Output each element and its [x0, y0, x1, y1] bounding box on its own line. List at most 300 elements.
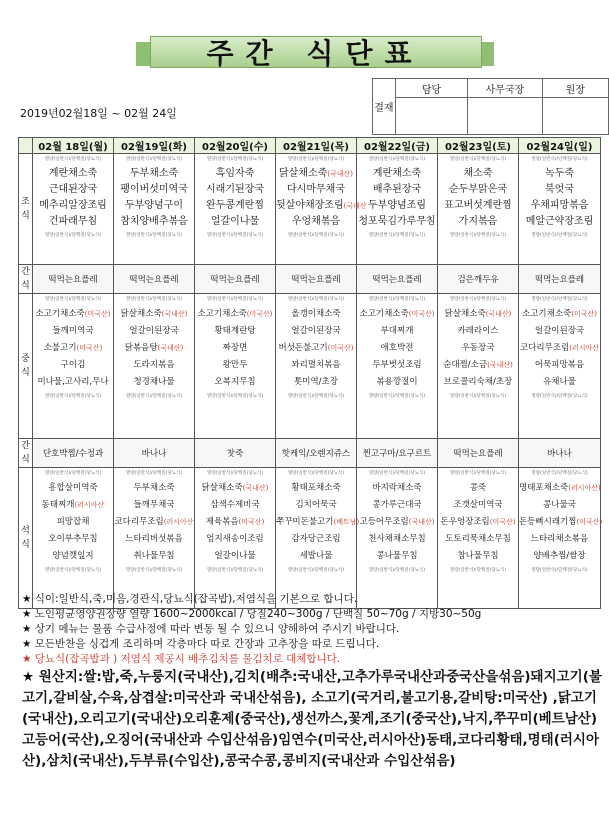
menu-item	[33, 357, 113, 374]
menu-item-name: 다시마무채국	[287, 184, 345, 195]
menu-item-name: 올갱이채소죽	[291, 309, 341, 319]
menu-item	[276, 548, 356, 565]
lunch-cell	[33, 294, 114, 439]
menu-item-name: 콩나물무침	[376, 551, 418, 561]
menu-item-name: 계란채소죽	[372, 168, 422, 179]
menu-item-name: 닭살채소죽	[444, 309, 486, 319]
menu-item	[357, 548, 437, 565]
menu-item	[114, 198, 194, 214]
menu-item-name: 메알근약장조림	[525, 216, 594, 227]
menu-item-name: 청경채나물	[133, 377, 175, 387]
lunch-cell	[519, 294, 601, 439]
weekly-menu-table	[18, 137, 601, 609]
menu-item-name: 메추리알장조림	[39, 200, 107, 211]
menu-item-name: 근대된장국	[48, 184, 98, 195]
nutrition-note: 열량(일반식)/단백질(당뇨식)	[368, 297, 426, 302]
breakfast-cell	[519, 154, 601, 265]
menu-item-name: 꽈리멸치볶음	[291, 360, 341, 370]
menu-item-name: 느타리채소볶음	[530, 534, 589, 544]
section-lunch: 중식	[19, 294, 33, 439]
menu-item	[519, 548, 600, 565]
origin-label: (국내산)	[161, 310, 188, 318]
menu-item	[33, 166, 113, 182]
snack-cell: 떡먹는요플레	[519, 265, 601, 294]
menu-item	[438, 214, 518, 230]
menu-item	[357, 306, 437, 323]
menu-item-name: 오이부추무침	[48, 534, 98, 544]
nutrition-note: 열량(일반식)/단백질(당뇨식)	[206, 394, 264, 399]
day-header: 02월 18일(월)	[33, 138, 114, 154]
nutrition-note: 열량(일반식)/단백질(당뇨식)	[287, 471, 345, 476]
snack-cell: 단호박찜/수정과	[33, 439, 114, 468]
menu-item-name: 닭살채소죽	[278, 168, 328, 179]
menu-item	[33, 323, 113, 340]
nutrition-note: 열량(일반식)/단백질(당뇨식)	[44, 157, 102, 162]
breakfast-cell	[114, 154, 195, 265]
menu-item-name: 시래기된장국	[206, 184, 264, 195]
menu-item-name: 쭈꾸미돈불고기	[276, 517, 334, 527]
nutrition-note: 열량(일반식)/단백질(당뇨식)	[287, 568, 345, 573]
menu-item-name: 계란채소죽	[48, 168, 98, 179]
menu-item-name: 두부벗섯조림	[372, 360, 422, 370]
menu-item	[519, 514, 603, 531]
menu-item	[33, 497, 113, 514]
origin-label: (미국산)	[246, 310, 273, 318]
menu-item	[114, 323, 194, 340]
menu-item	[195, 497, 275, 514]
approval-col-head: 원장	[542, 79, 608, 98]
breakfast-cell	[33, 154, 114, 265]
menu-item	[357, 480, 437, 497]
menu-item	[519, 531, 600, 548]
origin-label: (국내산)	[408, 518, 435, 526]
menu-item-name: 바지락채소죽	[372, 483, 422, 493]
menu-item-name: 엄지새송이조림	[206, 534, 264, 544]
menu-item	[438, 182, 518, 198]
nutrition-note: 열량(일반식)/단백질(당뇨식)	[531, 233, 588, 238]
menu-item	[33, 182, 113, 198]
menu-item	[195, 340, 275, 357]
nutrition-note: 열량(일반식)/단백질(당뇨식)	[125, 297, 183, 302]
menu-item	[276, 306, 356, 323]
menu-item	[114, 374, 194, 391]
snack-cell: 바나나	[114, 439, 195, 468]
menu-item	[195, 480, 275, 497]
menu-item-name: 두부양념구이	[125, 200, 183, 211]
snack-cell: 떡먹는요플레	[195, 265, 276, 294]
menu-item-name: 구이김	[60, 360, 86, 370]
menu-item-name: 순대찜/소금	[443, 360, 488, 370]
menu-item	[276, 514, 360, 531]
menu-item-name: 우엉채볶음	[291, 216, 341, 227]
menu-item	[519, 323, 600, 340]
origin-label: (미국산)	[238, 518, 265, 526]
menu-item-name: 들깨미역국	[52, 326, 94, 336]
menu-item	[195, 198, 275, 214]
breakfast-cell	[276, 154, 367, 265]
nutrition-note: 열량(일반식)/단백질(당뇨식)	[125, 568, 183, 573]
menu-item-name: 콩가루근대국	[372, 500, 422, 510]
lunch-cell	[357, 294, 438, 439]
menu-item-name: 소고기채소죽	[359, 309, 409, 319]
menu-item	[357, 182, 437, 198]
menu-item-name: 순두부맑은국	[449, 184, 507, 195]
menu-item-name: 콩나물국	[543, 500, 576, 510]
origin-label: (미국산)	[571, 310, 598, 318]
origin-label: (국내산)	[487, 361, 513, 369]
menu-item-name: 고등어무조림	[359, 517, 409, 527]
snack-cell: 떡먹는요플레	[438, 439, 519, 468]
nutrition-note: 열량(일반식)/단백질(당뇨식)	[531, 471, 588, 476]
nutrition-note: 열량(일반식)/단백질(당뇨식)	[287, 394, 345, 399]
nutrition-note: 열량(일반식)/단백질(당뇨식)	[368, 568, 426, 573]
menu-item	[276, 198, 367, 214]
menu-item	[438, 497, 518, 514]
menu-item	[114, 214, 194, 230]
snack-cell: 떡먹는요플레	[33, 265, 114, 294]
nutrition-note: 열량(일반식)/단백질(당뇨식)	[449, 157, 507, 162]
menu-item-name: 팽이버섯미역국	[120, 184, 188, 195]
menu-item-name: 가지볶음	[458, 216, 498, 227]
menu-item	[357, 166, 437, 182]
nutrition-note: 열량(일반식)/단백질(당뇨식)	[449, 471, 507, 476]
note-line: ★ 노인평균영양권장량 열량 1600~2000kcal / 당질240~300g / 단백질 50~70g / 지방30~50g	[22, 608, 482, 620]
nutrition-note: 열량(일반식)/단백질(당뇨식)	[44, 297, 102, 302]
menu-item	[438, 374, 518, 391]
menu-item	[33, 514, 113, 531]
menu-item-name: 표고버섯계란찜	[444, 200, 512, 211]
menu-item-name: 감자당근조림	[291, 534, 341, 544]
approval-col-manager: 담당	[395, 79, 467, 98]
menu-item-name: 닭살채소죽	[120, 309, 162, 319]
menu-item-name: 피망잡채	[56, 517, 90, 527]
origin-label: (베트남)	[333, 518, 360, 526]
lunch-cell	[195, 294, 276, 439]
origin-label: (러시아산	[74, 501, 105, 509]
menu-item-name: 톳미역/초장	[294, 377, 338, 387]
menu-item-name: 코다리무조림	[519, 343, 570, 353]
dinner-cell	[33, 468, 114, 609]
approval-sign-director[interactable]	[468, 98, 542, 135]
snack-cell: 떡먹는요플레	[357, 265, 438, 294]
menu-item	[438, 514, 518, 531]
dinner-row	[19, 468, 601, 609]
menu-item	[276, 182, 356, 198]
menu-item	[357, 357, 437, 374]
menu-item-name: 채소죽	[463, 168, 493, 179]
menu-item	[195, 514, 275, 531]
dinner-cell	[438, 468, 519, 609]
lunch-row	[19, 294, 601, 439]
origin-label: (국내산)	[327, 170, 354, 178]
menu-item	[519, 340, 600, 357]
dinner-cell	[357, 468, 438, 609]
menu-item	[519, 306, 600, 323]
menu-item	[33, 548, 113, 565]
nutrition-note: 열량(일반식)/단백질(당뇨식)	[206, 297, 264, 302]
nutrition-note: 열량(일반식)/단백질(당뇨식)	[125, 233, 183, 238]
menu-item	[357, 214, 437, 230]
menu-item	[438, 480, 518, 497]
menu-item	[33, 306, 113, 323]
nutrition-note: 열량(일반식)/단백질(당뇨식)	[449, 568, 507, 573]
menu-item-name: 제육볶음	[205, 517, 239, 527]
menu-item	[519, 357, 600, 374]
menu-item	[195, 166, 275, 182]
origin-label: (국내산)	[485, 310, 512, 318]
snack-cell: 찻죽	[195, 439, 276, 468]
menu-item-name: 두부양념조림	[368, 200, 426, 211]
snack-cell: 바나나	[519, 439, 601, 468]
menu-item-name: 명태포채소죽	[519, 483, 569, 493]
snack-cell: 찐고구마/요구르트	[357, 439, 438, 468]
section-dinner: 석식	[19, 468, 33, 609]
nutrition-note: 열량(일반식)/단백질(당뇨식)	[531, 157, 588, 162]
menu-item	[438, 198, 518, 214]
snack-cell: 핫케익/오렌지쥬스	[276, 439, 357, 468]
menu-item-name: 소고기채소죽	[35, 309, 85, 319]
menu-item	[519, 198, 600, 214]
menu-item-name: 세발나물	[299, 551, 333, 561]
menu-item-name: 황태포채소죽	[291, 483, 341, 493]
day-header: 02월22일(금)	[357, 138, 438, 154]
menu-item-name: 배추된장국	[372, 184, 422, 195]
menu-item	[114, 182, 194, 198]
menu-item-name: 흑임자죽	[215, 168, 255, 179]
menu-item	[195, 214, 275, 230]
note-line-highlight: ★ 당뇨식(잡곡밥과 ) 저염식 제공시 배추김치를 물김치로 대체합니다.	[22, 653, 341, 665]
dinner-cell	[195, 468, 276, 609]
nutrition-note: 열량(일반식)/단백질(당뇨식)	[287, 233, 345, 238]
menu-item-name: 천사채채소무침	[368, 534, 426, 544]
menu-item	[195, 357, 275, 374]
title-banner	[150, 28, 480, 74]
day-header: 02월20일(수)	[195, 138, 276, 154]
menu-item	[438, 166, 518, 182]
origin-label: (미국산)	[408, 310, 435, 318]
approval-col-director: 사무국장	[468, 79, 542, 98]
nutrition-note: 열량(일반식)/단백질(당뇨식)	[206, 233, 264, 238]
origin-label: (미국산)	[327, 344, 354, 352]
nutrition-note: 열량(일반식)/단백질(당뇨식)	[449, 233, 507, 238]
menu-item-name: 두부채소죽	[133, 483, 175, 493]
approval-side-label: 결재	[373, 79, 396, 135]
menu-item-name: 오복지무침	[214, 377, 256, 387]
menu-item-name: 소고기채소죽	[521, 309, 572, 319]
nutrition-note: 열량(일반식)/단백질(당뇨식)	[287, 157, 345, 162]
menu-item-name: 얼갈이된장국	[129, 326, 179, 336]
menu-item	[33, 374, 113, 391]
snack-cell: 떡먹는요플레	[276, 265, 357, 294]
menu-item	[357, 198, 437, 214]
menu-item	[276, 480, 356, 497]
menu-item	[519, 166, 600, 182]
origin-label: (미국산)	[76, 344, 103, 352]
menu-item-name: 닭살채소죽	[201, 483, 243, 493]
day-header-row	[19, 138, 601, 154]
menu-item	[33, 198, 113, 214]
section-snack-pm: 간식	[19, 439, 33, 468]
notes-block	[22, 592, 602, 772]
menu-item	[195, 374, 275, 391]
menu-item	[276, 166, 356, 182]
menu-item-name: 도라지볶음	[133, 360, 175, 370]
snack-cell: 떡먹는요플레	[114, 265, 195, 294]
nutrition-note: 열량(일반식)/단백질(당뇨식)	[206, 568, 264, 573]
menu-item-name: 얼갈이된장국	[534, 326, 585, 336]
menu-item	[519, 497, 600, 514]
menu-item	[114, 340, 194, 357]
menu-item-name: 청포묵김가루무침	[358, 216, 436, 227]
menu-item-name: 건파래무침	[48, 216, 98, 227]
dinner-cell	[519, 468, 601, 609]
menu-item	[438, 357, 518, 374]
menu-item	[438, 531, 518, 548]
lunch-cell	[438, 294, 519, 439]
menu-item	[33, 531, 113, 548]
menu-item-name: 콩죽	[469, 483, 487, 493]
menu-item-name: 양념깻잎지	[52, 551, 94, 561]
origin-statement: ★ 원산지:쌀:밥,죽,누룽지(국내산),김치(배추:국내산,고추가루국내산과중국산을섞음)돼지고기(불고기,갈비살,수육,삼겹살:미국산과 국내산섞음), 소고기(국거리,불고기용,갈비탕:미국산) ,닭고기 (국내산),오리고기(국내산)오리훈제(중국산),생선까스,꽃게,조기(중국산),낙지,쭈꾸미(베트남산)고등어(국산),오징어(국내산과 수입산섞음)임연수(미국산,러시아산)동태,코다리황태,명태(러시아산),삼치(국내산),두부류(수입산),콩국수콩,콩비지(국내산과 수입산섞음)	[22, 669, 602, 769]
approval-sign-manager[interactable]	[395, 98, 467, 135]
menu-item	[33, 480, 113, 497]
breakfast-cell	[438, 154, 519, 265]
menu-item	[114, 514, 194, 531]
menu-item	[276, 531, 356, 548]
menu-item-name: 느타리버섯볶음	[125, 534, 183, 544]
menu-item-name: 흥합살미역죽	[48, 483, 98, 493]
menu-item	[357, 514, 437, 531]
menu-item	[438, 306, 518, 323]
menu-item	[114, 166, 194, 182]
menu-item	[195, 531, 275, 548]
day-header: 02월19일(화)	[114, 138, 195, 154]
nutrition-note: 열량(일반식)/단백질(당뇨식)	[44, 568, 102, 573]
menu-item-name: 들깨무채국	[133, 500, 175, 510]
section-breakfast: 조식	[19, 154, 33, 265]
menu-item-name: 참치양배추볶음	[120, 216, 188, 227]
menu-item-name: 소고기채소죽	[197, 309, 247, 319]
nutrition-note: 열량(일반식)/단백질(당뇨식)	[44, 471, 102, 476]
menu-item	[195, 306, 275, 323]
approval-sign-head[interactable]	[542, 98, 608, 135]
corner-cell	[19, 138, 33, 154]
nutrition-note: 열량(일반식)/단백질(당뇨식)	[531, 394, 588, 399]
day-header: 02월21일(목)	[276, 138, 357, 154]
menu-item-name: 얼갈이된장국	[291, 326, 341, 336]
section-snack-am: 간식	[19, 265, 33, 294]
menu-item-name: 북엇국	[545, 184, 574, 195]
nutrition-note: 열량(일반식)/단백질(당뇨식)	[531, 568, 588, 573]
menu-item-name: 버섯돈불고기	[278, 343, 328, 353]
menu-item-name: 브로콜리숙채/초장	[443, 377, 513, 387]
menu-item-name: 황태계란탕	[214, 326, 256, 336]
menu-item	[33, 340, 113, 357]
menu-item	[519, 480, 600, 497]
menu-item	[357, 531, 437, 548]
menu-item-name: 양배추찜/쌈장	[533, 551, 586, 561]
menu-item	[195, 323, 275, 340]
menu-item-name: 어묵피망볶음	[534, 360, 585, 370]
approval-table	[372, 78, 609, 135]
menu-item	[357, 497, 437, 514]
date-range: 2019년02월18일 ~ 02월 24일	[20, 107, 177, 120]
menu-item-name: 조갯살미역국	[453, 500, 503, 510]
origin-label: (미국산)	[576, 518, 603, 526]
origin-label: (러시아산)	[568, 484, 601, 492]
menu-item	[519, 214, 600, 230]
menu-item-name: 소불고기	[43, 343, 77, 353]
origin-label: (미국산)	[489, 518, 516, 526]
menu-item	[276, 357, 356, 374]
origin-label: (러시아산	[163, 518, 194, 526]
nutrition-note: 열량(일반식)/단백질(당뇨식)	[206, 471, 264, 476]
menu-item	[276, 497, 356, 514]
menu-item-name: 유채나물	[543, 377, 576, 387]
menu-item-name: 코다리무조림	[114, 517, 164, 527]
snack-cell: 검은깨두유	[438, 265, 519, 294]
menu-item	[357, 374, 437, 391]
origin-label: (러시아산	[569, 344, 600, 352]
nutrition-note: 열량(일반식)/단백질(당뇨식)	[368, 394, 426, 399]
menu-item-name: 참나물무침	[457, 551, 499, 561]
menu-item	[519, 182, 600, 198]
nutrition-note: 열량(일반식)/단백질(당뇨식)	[287, 297, 345, 302]
nutrition-note: 열량(일반식)/단백질(당뇨식)	[531, 297, 588, 302]
menu-item-name: 취나물무침	[133, 551, 175, 561]
lunch-cell	[114, 294, 195, 439]
breakfast-row	[19, 154, 601, 265]
snack-pm-row	[19, 439, 601, 468]
menu-item	[33, 214, 113, 230]
nutrition-note: 열량(일반식)/단백질(당뇨식)	[125, 157, 183, 162]
nutrition-note: 열량(일반식)/단백질(당뇨식)	[368, 471, 426, 476]
menu-item-name: 부대찌개	[380, 326, 414, 336]
menu-item	[114, 548, 194, 565]
menu-item	[276, 340, 356, 357]
nutrition-note: 열량(일반식)/단백질(당뇨식)	[44, 233, 102, 238]
menu-item-name: 왕만두	[222, 360, 248, 370]
menu-item-name: 우채피망볶음	[530, 200, 589, 211]
menu-item-name: 볶용깡절이	[376, 377, 418, 387]
menu-item	[519, 374, 600, 391]
menu-item-name: 얼갈이나물	[210, 216, 260, 227]
menu-item-name: 돈등뼈시래기찜	[519, 517, 577, 527]
menu-item-name: 두부채소죽	[129, 168, 179, 179]
menu-item-name: 얼갈이나물	[214, 551, 256, 561]
nutrition-note: 열량(일반식)/단백질(당뇨식)	[125, 394, 183, 399]
menu-item-name: 애호박전	[380, 343, 414, 353]
menu-item	[114, 480, 194, 497]
origin-label: (국내산	[343, 202, 367, 210]
origin-label: (미국산)	[84, 310, 111, 318]
menu-item	[276, 323, 356, 340]
menu-item	[114, 357, 194, 374]
menu-item-name: 닭볶음탕	[124, 343, 158, 353]
menu-item	[438, 340, 518, 357]
menu-item-name: 짜장면	[222, 343, 248, 353]
menu-item-name: 우동장국	[461, 343, 495, 353]
note-line: ★ 식이:일반식,죽,미음,경관식,당뇨식(잡곡밥),저염식을 기본으로 합니다.	[22, 593, 358, 605]
day-header: 02월23일(토)	[438, 138, 519, 154]
note-line: ★ 모든반찬을 싱겁게 조리하며 각층마다 따로 간장과 고추장을 따로 드립니다.	[22, 638, 380, 650]
nutrition-note: 열량(일반식)/단백질(당뇨식)	[125, 471, 183, 476]
menu-item	[357, 323, 437, 340]
nutrition-note: 열량(일반식)/단백질(당뇨식)	[44, 394, 102, 399]
breakfast-cell	[195, 154, 276, 265]
menu-item-name: 완두콩계란찜	[206, 200, 264, 211]
lunch-cell	[276, 294, 357, 439]
